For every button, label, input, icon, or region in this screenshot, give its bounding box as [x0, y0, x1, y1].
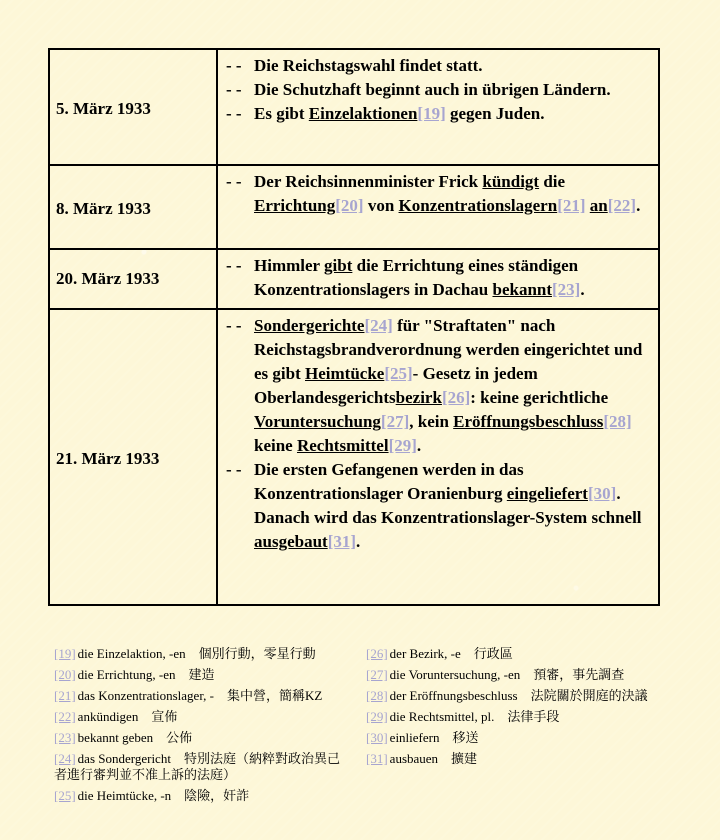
- glossary-term: bezirk: [395, 388, 442, 407]
- bullet-dash: - -: [226, 56, 242, 75]
- bullet-dash: - -: [226, 104, 242, 123]
- text-segment: : keine gerichtliche: [470, 388, 609, 407]
- footnote-entry: [366, 730, 666, 746]
- footnote-link[interactable]: [31]: [327, 532, 357, 551]
- timeline-row-20-maerz: [50, 248, 658, 308]
- footnote-link[interactable]: [29]: [388, 436, 417, 455]
- footnote-link[interactable]: [21]: [557, 196, 586, 215]
- text-segment: für "Straftaten" nach Reichstagsbrandverordnung werden eingerichtet und es gibt: [254, 316, 643, 383]
- glossary-term: Voruntersuchung: [254, 412, 381, 431]
- text-segment: Es gibt: [254, 104, 309, 123]
- bullet-dash: - -: [226, 172, 242, 191]
- column-divider: [216, 166, 218, 248]
- footnote-link[interactable]: [28]: [603, 412, 632, 431]
- event-item: [226, 254, 650, 302]
- glossary-term: Heimtücke: [305, 364, 385, 383]
- footnote-number[interactable]: [29]: [366, 709, 388, 724]
- footnote-entry: [54, 788, 350, 804]
- text-segment: .: [580, 280, 585, 299]
- footnote-number[interactable]: [22]: [54, 709, 76, 724]
- event-item: [226, 170, 650, 218]
- footnote-link[interactable]: [19]: [417, 104, 446, 123]
- event-item: [226, 78, 650, 102]
- footnote-link[interactable]: [30]: [587, 484, 617, 503]
- footnote-number[interactable]: [26]: [366, 646, 388, 661]
- footnote-link[interactable]: [26]: [441, 388, 471, 407]
- column-divider: [216, 310, 218, 606]
- row-content: [226, 54, 650, 126]
- footnotes-right-column: [366, 646, 666, 772]
- event-text: [254, 316, 642, 455]
- glossary-term: Einzelaktionen: [308, 104, 418, 123]
- footnote-definition: die Rechtsmittel, pl. 法律手段: [389, 709, 560, 724]
- row-date: 8. März 1933: [56, 199, 151, 218]
- footnote-definition: das Sondergericht 特別法庭（納粹對政治異己者進行審判並不准上訴的法庭）: [54, 751, 340, 782]
- footnote-definition: die Errichtung, -en 建造: [77, 667, 215, 682]
- footnote-number[interactable]: [27]: [366, 667, 388, 682]
- footnotes-left-column: [54, 646, 350, 809]
- column-divider: [216, 50, 218, 164]
- glossary-term: gibt: [324, 256, 353, 275]
- footnote-definition: das Konzentrationslager, - 集中營，簡稱KZ: [77, 688, 323, 703]
- footnote-entry: [54, 646, 350, 662]
- event-text: [254, 460, 642, 551]
- event-text: [254, 256, 585, 299]
- event-item: [226, 314, 650, 458]
- row-content: [226, 314, 650, 554]
- footnote-number[interactable]: [28]: [366, 688, 388, 703]
- footnote-number[interactable]: [23]: [54, 730, 76, 745]
- row-date: 21. März 1933: [56, 449, 160, 468]
- row-date: 20. März 1933: [56, 269, 160, 288]
- column-divider: [216, 250, 218, 308]
- footnote-definition: die Einzelaktion, -en 個別行動，零星行動: [77, 646, 316, 661]
- footnote-definition: bekannt geben 公佈: [77, 730, 193, 745]
- bullet-dash: - -: [226, 256, 242, 275]
- event-item: [226, 458, 650, 554]
- footnote-link[interactable]: [24]: [364, 316, 393, 335]
- bullet-dash: - -: [226, 80, 242, 99]
- footnote-link[interactable]: [22]: [607, 196, 637, 215]
- text-segment: Die Reichstagswahl findet statt.: [254, 56, 483, 75]
- text-segment: , kein: [409, 412, 454, 431]
- footnote-number[interactable]: [25]: [54, 788, 76, 803]
- glossary-term: Eröffnungsbeschluss: [453, 412, 604, 431]
- glossary-term: Sondergerichte: [254, 316, 365, 335]
- bullet-dash: - -: [226, 460, 242, 479]
- event-text: [254, 172, 640, 215]
- footnote-entry: [54, 709, 350, 725]
- timeline-row-8-maerz: [50, 164, 658, 248]
- footnote-entry: [54, 688, 350, 704]
- footnote-entry: [366, 751, 666, 767]
- footnote-number[interactable]: [30]: [366, 730, 388, 745]
- footnote-definition: ankündigen 宣佈: [77, 709, 178, 724]
- glossary-term: Konzentrationslagern: [398, 196, 558, 215]
- text-segment: Himmler: [254, 256, 325, 275]
- text-segment: keine: [254, 436, 297, 455]
- footnote-number[interactable]: [24]: [54, 751, 76, 766]
- text-segment: - Gesetz in jedem Oberlandesgerichts: [254, 364, 538, 407]
- bullet-dash: - -: [226, 316, 242, 335]
- footnote-link[interactable]: [25]: [384, 364, 413, 383]
- row-content: [226, 254, 650, 302]
- footnote-number[interactable]: [31]: [366, 751, 388, 766]
- event-text: [254, 80, 611, 99]
- text-segment: .: [416, 436, 422, 455]
- timeline-row-21-maerz: [50, 308, 658, 606]
- footnote-number[interactable]: [20]: [54, 667, 76, 682]
- footnote-definition: der Eröffnungsbeschluss 法院關於開庭的決議: [389, 688, 648, 703]
- footnote-definition: die Voruntersuchung, -en 預審，事先調查: [389, 667, 625, 682]
- text-segment: Die ersten Gefangenen werden in das Konzentrationslager Oranienburg: [254, 460, 524, 503]
- footnote-number[interactable]: [19]: [54, 646, 76, 661]
- timeline-row-5-maerz: [50, 50, 658, 164]
- footnote-link[interactable]: [23]: [552, 280, 581, 299]
- text-segment: die: [539, 172, 566, 191]
- text-segment: gegen Juden.: [445, 104, 545, 123]
- footnote-definition: einliefern 移送: [389, 730, 479, 745]
- event-item: [226, 102, 650, 126]
- footnote-entry: [366, 688, 666, 704]
- glossary-term: an: [589, 196, 608, 215]
- timeline-table: [48, 48, 660, 606]
- text-segment: .: [636, 196, 641, 215]
- footnote-entry: [366, 709, 666, 725]
- glossary-term: Errichtung: [254, 196, 336, 215]
- row-date: 5. März 1933: [56, 99, 151, 118]
- footnote-definition: ausbauen 擴建: [389, 751, 478, 766]
- footnote-definition: die Heimtücke, -n 陰險，奸詐: [77, 788, 250, 803]
- event-text: [254, 104, 544, 123]
- footnote-entry: [54, 667, 350, 683]
- glossary-term: Rechtsmittel: [296, 436, 389, 455]
- footnote-entry: [366, 646, 666, 662]
- text-segment: .: [356, 532, 361, 551]
- footnote-definition: der Bezirk, -e 行政區: [389, 646, 513, 661]
- footnote-entry: [54, 751, 350, 783]
- text-segment: von: [363, 196, 399, 215]
- glossary-term: ausgebaut: [254, 532, 328, 551]
- event-item: [226, 54, 650, 78]
- glossary-term: bekannt: [492, 280, 553, 299]
- text-segment: die Errichtung eines ständigen Konzentrationslagers in Dachau: [254, 256, 579, 299]
- event-text: [254, 56, 483, 75]
- footnote-entry: [54, 730, 350, 746]
- text-segment: Der Reichsinnenminister Frick: [254, 172, 483, 191]
- footnote-number[interactable]: [21]: [54, 688, 76, 703]
- text-segment: Die Schutzhaft beginnt auch in übrigen Ländern.: [254, 80, 611, 99]
- footnote-entry: [366, 667, 666, 683]
- glossary-term: eingeliefert: [506, 484, 588, 503]
- glossary-term: kündigt: [482, 172, 540, 191]
- footnote-link[interactable]: [27]: [380, 412, 410, 431]
- footnote-link[interactable]: [20]: [335, 196, 364, 215]
- text-segment: . Danach wird das Konzentrationslager-System schnell: [254, 484, 642, 527]
- row-content: [226, 170, 650, 218]
